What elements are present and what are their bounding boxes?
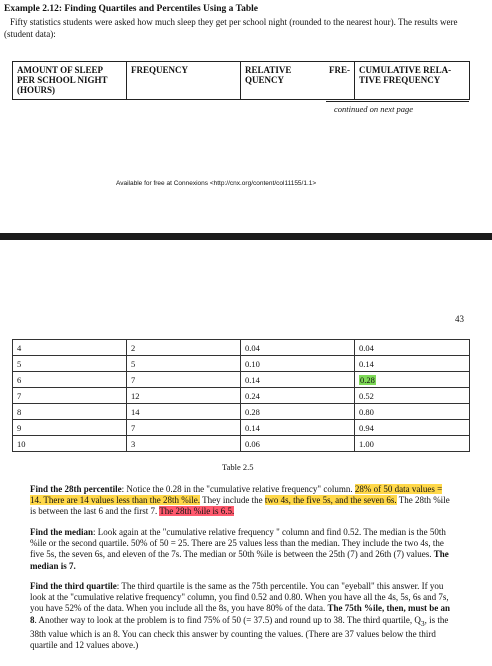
table-cell-hours — [13, 340, 127, 356]
p1-text-1: : Notice the 0.28 in the "cumulative relative frequency" column. — [121, 484, 355, 494]
p3-subscript: 3 — [420, 618, 425, 628]
cell-value: 0.04 — [245, 342, 260, 353]
table-row — [13, 340, 470, 356]
table-cell-cum — [355, 340, 470, 356]
frequency-table-header — [12, 61, 470, 100]
table-caption: Table 2.5 — [222, 462, 254, 472]
p1-text-3: The 28th %ile is between the last 6 and the first 7. — [30, 495, 450, 517]
p2-text: : Look again at the "cumulative relative frequency " column and find 0.52. The median is the 50th %ile or the second quartile. 50% of 50 = 25. There are 25 values less than the median. They include the two 4s, the five 5s, the seven 6s, and eleven of the 7s. The median or 50th %ile is between the 25th (7) and 26th (7) values. — [30, 527, 446, 560]
cell-value: 7 — [131, 422, 136, 433]
table-row — [13, 372, 470, 388]
cell-value: 0.04 — [359, 342, 374, 353]
paragraph-28th-percentile — [30, 484, 450, 518]
table-cell-hours — [13, 388, 127, 404]
table-cell-freq — [127, 404, 241, 420]
table-cell-freq — [127, 388, 241, 404]
p1-highlight-answer: The 28th %ile is 6.5. — [159, 506, 235, 517]
table-cell-rel — [241, 372, 355, 388]
cell-value: 10 — [17, 438, 26, 449]
continued-note: continued on next page — [334, 104, 414, 114]
cell-value: 4 — [17, 342, 22, 353]
paragraph-third-quartile — [30, 581, 450, 651]
table-row — [13, 388, 470, 404]
cell-value: 1.00 — [359, 438, 374, 449]
cell-value: 12 — [131, 390, 140, 401]
table-cell-hours — [13, 404, 127, 420]
continued-rule — [326, 101, 469, 102]
table-cell-cum — [355, 356, 470, 372]
table-cell-freq — [127, 340, 241, 356]
table-cell-cum — [355, 388, 470, 404]
table-cell-hours — [13, 356, 127, 372]
cell-value: 0.14 — [245, 422, 260, 433]
cell-value: 7 — [17, 390, 22, 401]
table-row — [13, 436, 470, 452]
p1-heading: Find the 28th percentile — [30, 484, 122, 494]
p1-highlight-2: two 4s, the five 5s, and the seven 6s. — [264, 495, 397, 506]
cell-value: 5 — [17, 358, 22, 369]
p2-heading: Find the median — [30, 527, 94, 537]
table-cell-cum — [355, 372, 470, 388]
p3-heading: Find the third quartile — [30, 581, 117, 591]
page-number: 43 — [455, 314, 464, 324]
cell-value: 9 — [17, 422, 22, 433]
table-row — [13, 420, 470, 436]
cell-value: 0.28 — [245, 406, 260, 417]
cell-value: 14 — [131, 406, 140, 417]
table-cell-cum — [355, 436, 470, 452]
cell-value: 5 — [131, 358, 136, 369]
header-cell-cumulative: CUMULATIVE RELA- TIVE FREQUENCY — [355, 62, 470, 100]
cell-value: 0.14 — [359, 358, 374, 369]
cell-value: 0.24 — [245, 390, 260, 401]
paragraph-median — [30, 527, 450, 572]
availability-footer: Available for free at Connexions <http://cnx.org/content/col11155/1.1> — [116, 180, 317, 187]
header-cell-frequency: FREQUENCY — [127, 62, 241, 100]
cell-value: 3 — [131, 438, 136, 449]
table-cell-freq — [127, 372, 241, 388]
table-cell-rel — [241, 356, 355, 372]
table-row — [13, 356, 470, 372]
cell-value: 2 — [131, 342, 136, 353]
p3-bold-statement: The 75th %ile, then, must be an 8 — [30, 603, 451, 625]
table-cell-hours — [13, 372, 127, 388]
p1-text-2: They include the — [200, 495, 265, 506]
header-cell-relative-frequency: RELATIVE FRE- QUENCY — [241, 62, 355, 100]
cell-value: 0.80 — [359, 406, 374, 417]
example-title: Example 2.12: Finding Quartiles and Percentiles Using a Table — [4, 4, 258, 14]
table-cell-rel — [241, 420, 355, 436]
table-row — [13, 404, 470, 420]
cell-value: 6 — [17, 374, 22, 385]
frequency-table-body — [12, 339, 470, 452]
p2-answer: The median is 7. — [30, 549, 449, 571]
cell-value: 0.28 — [360, 374, 375, 385]
table-cell-freq — [127, 356, 241, 372]
intro-text: Fifty statistics students were asked how much sleep they get per school night (rounded to the nearest hour). The results were (student data): — [4, 17, 458, 39]
p1-highlight-1: 28% of 50 data values = 14. There are 14 values less than the 28th %ile. — [30, 484, 443, 506]
cell-value: 0.10 — [245, 358, 260, 369]
table-cell-freq — [127, 436, 241, 452]
cell-value: 0.52 — [359, 390, 374, 401]
p3-text-3: , is the 38th value which is an 8. You can check this answer by counting the values. (There are 37 values below the third quartile and 12 values above.) — [30, 614, 449, 650]
table-cell-rel — [241, 404, 355, 420]
cell-value: 8 — [17, 406, 22, 417]
cell-value: 0.14 — [245, 374, 260, 385]
cell-value: 7 — [131, 374, 136, 385]
page-separator — [0, 233, 492, 240]
table-cell-rel — [241, 436, 355, 452]
table-cell-hours — [13, 436, 127, 452]
table-cell-cum — [355, 420, 470, 436]
header-cell-hours: AMOUNT OF SLEEP PER SCHOOL NIGHT (HOURS) — [13, 62, 127, 100]
cell-value: 0.06 — [245, 438, 260, 449]
table-cell-freq — [127, 420, 241, 436]
table-cell-rel — [241, 340, 355, 356]
p3-text-2: . Another way to look at the problem is to find 75% of 50 (= 37.5) and round up to 38. The third quartile, Q — [34, 614, 421, 625]
table-cell-hours — [13, 420, 127, 436]
table-cell-rel — [241, 388, 355, 404]
p3-text-1: : The third quartile is the same as the 75th percentile. You can "eyeball" this answer. If you look at the "cumulative relative frequency" column, you find 0.52 and 0.80. When you have all the 4s, 5s, 6s and 7s, you have 52% of the data. When you include all the 8s, you have 80% of the data. — [30, 581, 449, 614]
cell-value: 0.94 — [359, 422, 374, 433]
table-cell-cum — [355, 404, 470, 420]
